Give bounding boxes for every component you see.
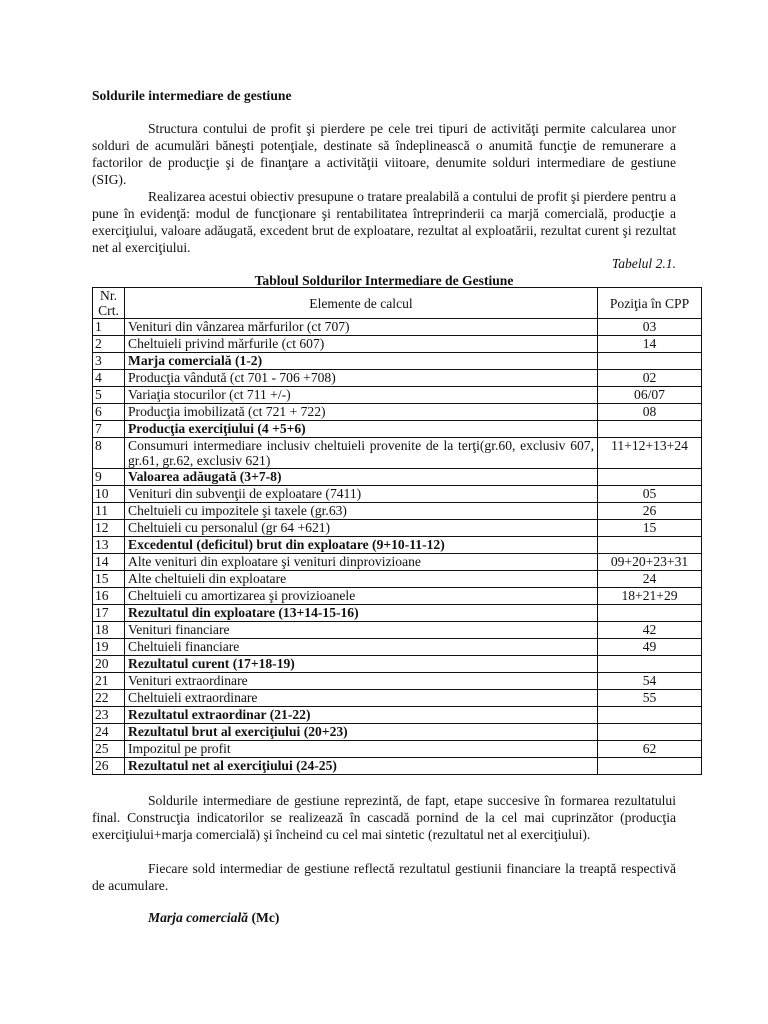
row-description: Producţia imobilizată (ct 721 + 722): [125, 404, 598, 421]
row-number: 13: [93, 537, 125, 554]
row-number: 20: [93, 656, 125, 673]
table-caption: Tabelul 2.1.: [611, 256, 676, 271]
row-description: Cheltuieli cu personalul (gr 64 +621): [125, 520, 598, 537]
row-description: Venituri extraordinare: [125, 673, 598, 690]
table-row: [93, 520, 702, 537]
table-row: [93, 336, 702, 353]
row-description: Valoarea adăugată (3+7-8): [125, 469, 598, 486]
table-row: [93, 387, 702, 404]
row-position: [598, 421, 702, 438]
row-number: 24: [93, 724, 125, 741]
row-description: Rezultatul curent (17+18-19): [125, 656, 598, 673]
header-position: Poziţia în CPP: [598, 288, 702, 319]
row-number: 26: [93, 758, 125, 775]
row-description: Cheltuieli cu impozitele şi taxele (gr.63): [125, 503, 598, 520]
row-position: 06/07: [598, 387, 702, 404]
row-number: 12: [93, 520, 125, 537]
table-row: [93, 724, 702, 741]
row-number: 15: [93, 571, 125, 588]
row-description: Variaţia stocurilor (ct 711 +/-): [125, 387, 598, 404]
table-row: [93, 690, 702, 707]
table-row: [93, 537, 702, 554]
row-number: 23: [93, 707, 125, 724]
row-description: Cheltuieli cu amortizarea şi provizioanele: [125, 588, 598, 605]
row-number: 19: [93, 639, 125, 656]
row-position: 24: [598, 571, 702, 588]
row-number: 6: [93, 404, 125, 421]
table-row: [93, 404, 702, 421]
row-number: 21: [93, 673, 125, 690]
row-number: 10: [93, 486, 125, 503]
row-description: Rezultatul din exploatare (13+14-15-16): [125, 605, 598, 622]
row-description: Alte venituri din exploatare şi venituri dinprovizioane: [125, 554, 598, 571]
row-position: 18+21+29: [598, 588, 702, 605]
row-description: Rezultatul net al exerciţiului (24-25): [125, 758, 598, 775]
paragraph-cascade: Soldurile intermediare de gestiune reprezintă, de fapt, etape succesive în formarea rezultatului final. Construcţia indicatorilor se realizează în cascadă pornind de la cel mai cuprinzător (producţia exerciţiului+marja comercială) şi încheind cu cel mai sintetic (rezultatul net al exerciţiului).: [92, 793, 676, 842]
row-number: 16: [93, 588, 125, 605]
table-row: [93, 707, 702, 724]
table-row: [93, 469, 702, 486]
row-number: 7: [93, 421, 125, 438]
table-row: [93, 605, 702, 622]
row-description: Marja comercială (1-2): [125, 353, 598, 370]
row-number: 2: [93, 336, 125, 353]
row-description: Venituri din subvenţii de exploatare (7411): [125, 486, 598, 503]
row-position: 11+12+13+24: [598, 438, 702, 469]
row-number: 11: [93, 503, 125, 520]
row-number: 8: [93, 438, 125, 469]
row-description: Rezultatul extraordinar (21-22): [125, 707, 598, 724]
row-number: 5: [93, 387, 125, 404]
sig-table: [92, 287, 702, 775]
row-position: 49: [598, 639, 702, 656]
row-position: [598, 469, 702, 486]
table-row: [93, 438, 702, 469]
row-description: Consumuri intermediare inclusiv cheltuieli provenite de la terţi(gr.60, exclusiv 607, gr.61, gr.62, exclusiv 621): [125, 438, 598, 469]
row-description: Cheltuieli financiare: [125, 639, 598, 656]
table-row: [93, 421, 702, 438]
table-header-row: [93, 288, 702, 319]
row-position: 15: [598, 520, 702, 537]
subheading-marja: [148, 909, 279, 926]
row-number: 18: [93, 622, 125, 639]
subheading-abbr: (Mc): [251, 910, 280, 925]
paragraph-intro: Structura contului de profit şi pierdere pe cele trei tipuri de activităţi permite calcularea unor solduri de acumulări băneşti potenţiale, destinate să îndeplinească o anumită funcţie de remunerare a factorilor de producţie şi de finanţare a activităţii viitoare, denumite solduri intermediare de gestiune (SIG).: [92, 121, 676, 187]
table-row: [93, 353, 702, 370]
row-position: 03: [598, 319, 702, 336]
row-position: 09+20+23+31: [598, 554, 702, 571]
table-row: [93, 319, 702, 336]
row-number: 4: [93, 370, 125, 387]
row-position: [598, 537, 702, 554]
paragraph-reflection: Fiecare sold intermediar de gestiune reflectă rezultatul gestiunii financiare la treaptă respectivă de acumulare.: [92, 861, 676, 893]
row-number: 25: [93, 741, 125, 758]
row-position: 62: [598, 741, 702, 758]
row-number: 3: [93, 353, 125, 370]
row-number: 22: [93, 690, 125, 707]
row-description: Excedentul (deficitul) brut din exploatare (9+10-11-12): [125, 537, 598, 554]
row-position: 14: [598, 336, 702, 353]
table-row: [93, 571, 702, 588]
paragraph-objective: Realizarea acestui obiectiv presupune o tratare prealabilă a contului de profit şi pierdere pentru a pune în evidenţă: modul de funcţionare şi rentabilitatea întreprinderii ca marjă comercială, producţie a exerciţiului, valoare adăugată, excedent brut de exploatare, rezultat al exploatării, rezultat curent şi rezultat net al exerciţiului.: [92, 189, 676, 255]
table-row: [93, 554, 702, 571]
row-position: 08: [598, 404, 702, 421]
table-row: [93, 622, 702, 639]
row-description: Producţia vândută (ct 701 - 706 +708): [125, 370, 598, 387]
header-elements: Elemente de calcul: [125, 288, 598, 319]
row-position: 55: [598, 690, 702, 707]
row-number: 17: [93, 605, 125, 622]
row-position: 26: [598, 503, 702, 520]
row-position: 54: [598, 673, 702, 690]
table-row: [93, 673, 702, 690]
row-number: 14: [93, 554, 125, 571]
table-row: [93, 370, 702, 387]
row-description: Impozitul pe profit: [125, 741, 598, 758]
row-description: Cheltuieli privind mărfurile (ct 607): [125, 336, 598, 353]
row-position: 42: [598, 622, 702, 639]
table-row: [93, 588, 702, 605]
header-nr: Nr. Crt.: [93, 288, 125, 319]
table-body: [93, 319, 702, 775]
table-row: [93, 741, 702, 758]
row-description: Rezultatul brut al exerciţiului (20+23): [125, 724, 598, 741]
table-row: [93, 486, 702, 503]
row-position: 02: [598, 370, 702, 387]
row-position: [598, 656, 702, 673]
row-description: Alte cheltuieli din exploatare: [125, 571, 598, 588]
table-title: Tabloul Soldurilor Intermediare de Gestiune: [254, 273, 514, 288]
row-position: [598, 353, 702, 370]
table-row: [93, 758, 702, 775]
section-heading: Soldurile intermediare de gestiune: [92, 88, 292, 103]
row-number: 1: [93, 319, 125, 336]
row-description: Venituri din vânzarea mărfurilor (ct 707): [125, 319, 598, 336]
row-description: Producţia exerciţiului (4 +5+6): [125, 421, 598, 438]
row-number: 9: [93, 469, 125, 486]
row-position: [598, 758, 702, 775]
subheading-title: Marja comercială: [148, 910, 249, 925]
row-description: Cheltuieli extraordinare: [125, 690, 598, 707]
row-position: [598, 724, 702, 741]
row-description: Venituri financiare: [125, 622, 598, 639]
table-row: [93, 656, 702, 673]
row-position: [598, 605, 702, 622]
row-position: [598, 707, 702, 724]
table-row: [93, 503, 702, 520]
row-position: 05: [598, 486, 702, 503]
table-row: [93, 639, 702, 656]
